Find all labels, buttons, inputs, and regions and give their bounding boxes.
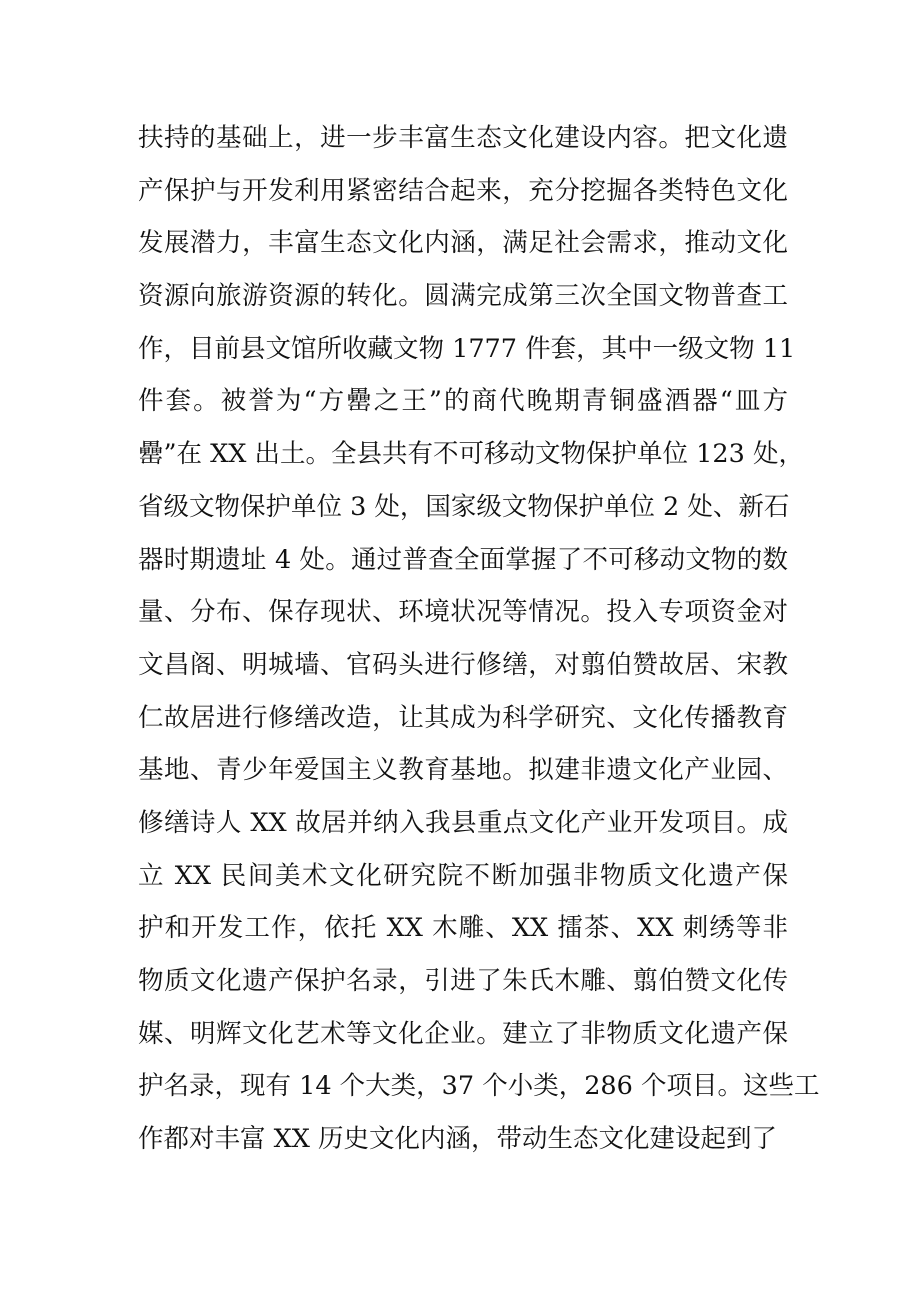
paragraph-line: 产保护与开发利用紧密结合起来，充分挖掘各类特色文化 [138, 175, 788, 206]
paragraph-line: 物质文化遗产保护名录，引进了朱氏木雕、翦伯赞文化传 [138, 966, 788, 996]
paragraph-line: 省级文物保护单位 3 处，国家级文物保护单位 2 处、新石 [138, 491, 790, 522]
paragraph-line: 罍”在 XX 出土。全县共有不可移动文物保护单位 123 处， [138, 439, 804, 470]
paragraph-line: 文昌阁、明城墙、官码头进行修缮，对翦伯赞故居、宋教 [138, 649, 788, 680]
paragraph-line: 器时期遗址 4 处。通过普查全面掌握了不可移动文物的数 [138, 544, 788, 575]
body-paragraph [138, 112, 820, 1166]
paragraph-line: 仁故居进行修缮改造，让其成为科学研究、文化传播教育 [138, 702, 788, 733]
paragraph-line: 扶持的基础上，进一步丰富生态文化建设内容。把文化遗 [138, 123, 788, 153]
paragraph-line: 修缮诗人 XX 故居并纳入我县重点文化产业开发项目。成 [138, 807, 788, 838]
paragraph-line: 作，目前县文馆所收藏文物 1777 件套，其中一级文物 11 [138, 333, 796, 364]
paragraph-line: 发展潜力，丰富生态文化内涵，满足社会需求，推动文化 [138, 228, 788, 259]
paragraph-line: 媒、明辉文化艺术等文化企业。建立了非物质文化遗产保 [138, 1018, 788, 1049]
paragraph-line: 资源向旅游资源的转化。圆满完成第三次全国文物普查工 [138, 281, 788, 312]
paragraph-line: 基地、青少年爱国主义教育基地。拟建非遗文化产业园、 [138, 755, 788, 786]
paragraph-line: 立 XX 民间美术文化研究院不断加强非物质文化遗产保 [138, 860, 788, 891]
paragraph-line: 护和开发工作，依托 XX 木雕、XX 擂茶、XX 刺绣等非 [138, 913, 788, 944]
paragraph-line: 作都对丰富 XX 历史文化内涵，带动生态文化建设起到了 [138, 1124, 778, 1155]
paragraph-line: 护名录，现有 14 个大类，37 个小类，286 个项目。这些工 [138, 1071, 820, 1102]
paragraph-line: 量、分布、保存现状、环境状况等情况。投入专项资金对 [138, 597, 788, 628]
paragraph-line: 件套。被誉为“方罍之王”的商代晚期青铜盛酒器“皿方 [138, 386, 788, 417]
